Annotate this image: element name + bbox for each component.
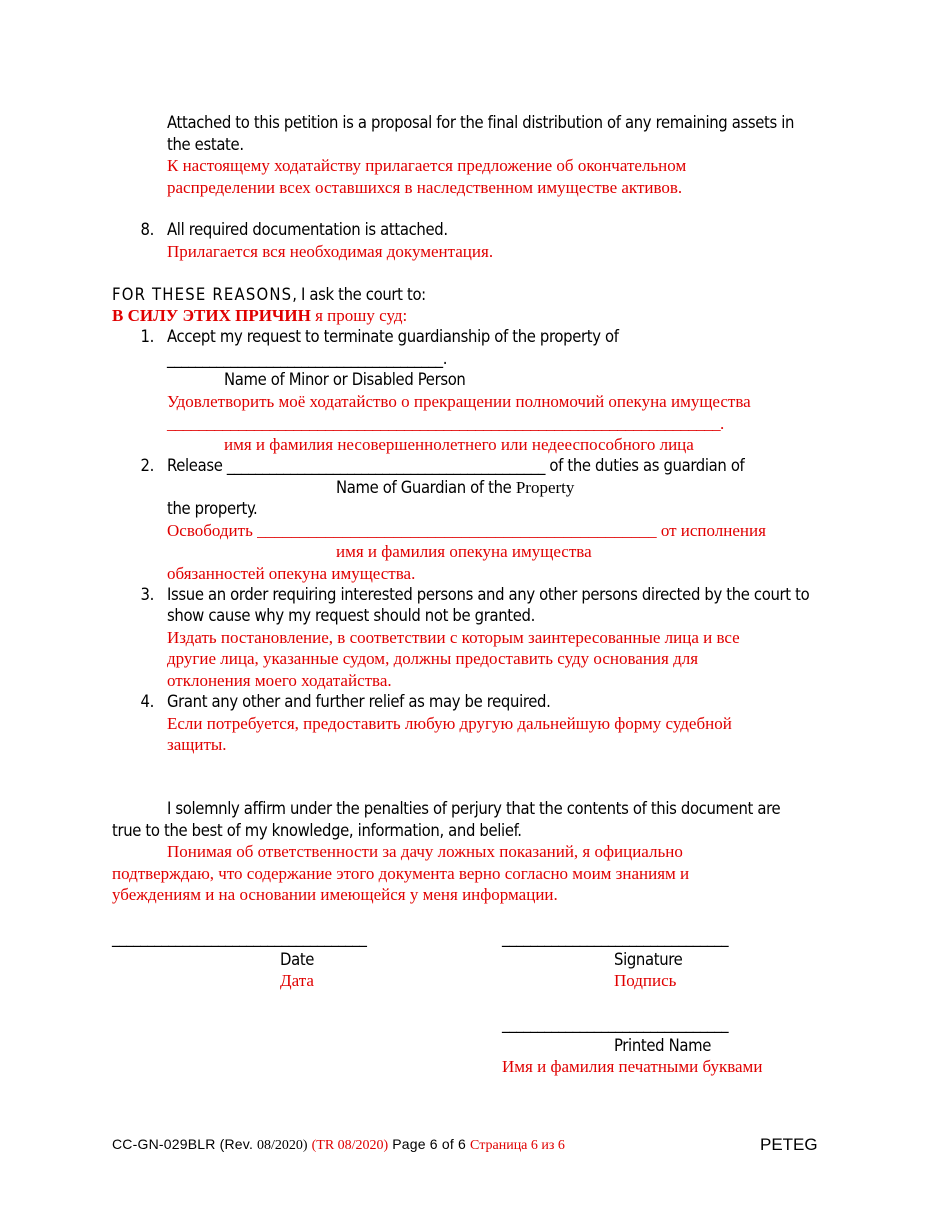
request1-en-caption: Name of Minor or Disabled Person [224, 370, 466, 389]
request2-en-caption-b: Property [515, 478, 575, 497]
reasons-ru [112, 305, 407, 326]
affirmation-ru-line3: убеждениям и на основании имеющейся у меня информации. [112, 885, 558, 904]
date-line[interactable]: ____________________________________ [112, 928, 367, 947]
request4-en-line1: Grant any other and further relief as may be required. [167, 692, 551, 711]
footer-code: CC-GN-029BLR (Rev. [112, 1136, 254, 1152]
request4-ru-line2: защиты. [167, 735, 227, 754]
signature-line[interactable]: ________________________________ [502, 928, 729, 947]
affirmation-ru-line2: подтверждаю, что содержание этого документа верно согласно моим знаниям и [112, 864, 690, 883]
request4-ru-line1: Если потребуется, предоставить любую другую дальнейшую форму судебной [167, 714, 732, 733]
request1-ru-caption: имя и фамилия несовершеннолетнего или недееспособного лица [224, 435, 694, 454]
request2-en-caption [336, 477, 574, 498]
request3-number: 3. [140, 585, 154, 604]
footer-rev-date: 08/2020) [257, 1138, 308, 1153]
signature-label-ru: Подпись [614, 971, 677, 990]
intro-en-line2: the estate. [167, 135, 244, 154]
intro-ru-line2: распределении всех оставшихся в наследственном имуществе активов. [167, 178, 683, 197]
reasons-ru-rest: я прошу суд: [310, 306, 408, 325]
printed-name-label-en: Printed Name [614, 1036, 711, 1055]
item8-number: 8. [140, 220, 154, 239]
intro-ru-line1: К настоящему ходатайству прилагается предложение об окончательном [167, 156, 687, 175]
request1-number: 1. [140, 327, 154, 346]
request2-ru-caption: имя и фамилия опекуна имущества [336, 542, 592, 561]
request1-ru-blank: ______________________________________________________________________. [167, 414, 724, 433]
footer-page-en: Page 6 of 6 [392, 1136, 467, 1152]
date-label-en: Date [280, 950, 315, 969]
request2-en-caption-a: Name of Guardian of the [336, 478, 512, 497]
affirmation-en-line2: true to the best of my knowledge, information, and belief. [112, 821, 522, 840]
request4-number: 4. [140, 692, 154, 711]
reasons-en-caps: FOR THESE REASONS [112, 285, 293, 304]
footer-page-ru: Страница 6 из 6 [470, 1138, 565, 1153]
item8-ru: Прилагается вся необходимая документация. [167, 242, 494, 261]
request2-ru-line2: обязанностей опекуна имущества. [167, 564, 416, 583]
item8-en: All required documentation is attached. [167, 220, 448, 239]
request2-number: 2. [140, 456, 154, 475]
footer-tr: (TR 08/2020) [311, 1138, 389, 1153]
request2-en-prefix: Release [167, 456, 223, 475]
footer-form-id: PETEG [760, 1135, 818, 1154]
request3-ru-line2: другие лица, указанные судом, должны предоставить суду основания для [167, 649, 699, 668]
request3-en-line2: show cause why my request should not be granted. [167, 606, 535, 625]
printed-name-label-ru: Имя и фамилия печатными буквами [502, 1057, 763, 1076]
request3-en-line1: Issue an order requiring interested persons and any other persons directed by the court to [167, 585, 810, 604]
signature-label-en: Signature [614, 950, 683, 969]
footer-form-info [112, 1134, 565, 1156]
request2-ru-prefix: Освободить [167, 521, 253, 540]
request2-ru-blank: _______________________________________________ [257, 521, 657, 540]
request2-ru-line1 [167, 520, 766, 541]
request2-en-line1 [167, 455, 744, 476]
request2-en-suffix: of the duties as guardian of [549, 456, 745, 475]
affirmation-ru-line1: Понимая об ответственности за дачу ложных показаний, я официально [167, 842, 683, 861]
request1-en-line1: Accept my request to terminate guardianship of the property of [167, 327, 619, 346]
request3-ru-line1: Издать постановление, в соответствии с которым заинтересованные лица и все [167, 628, 740, 647]
request3-ru-line3: отклонения моего ходатайства. [167, 671, 392, 690]
affirmation-en-line1: I solemnly affirm under the penalties of perjury that the contents of this document are [167, 799, 781, 818]
request2-ru-suffix: от исполнения [660, 521, 766, 540]
request2-en-line2: the property. [167, 499, 258, 518]
printed-name-line[interactable]: ________________________________ [502, 1014, 729, 1033]
request2-en-blank: _____________________________________________ [226, 456, 546, 475]
reasons-en [112, 284, 426, 305]
request1-ru-line1: Удовлетворить моё ходатайство о прекращении полномочий опекуна имущества [167, 392, 751, 411]
date-label-ru: Дата [280, 971, 314, 990]
reasons-en-rest: , I ask the court to: [292, 285, 426, 304]
reasons-ru-bold: В СИЛУ ЭТИХ ПРИЧИН [112, 306, 311, 325]
request1-en-blank: _______________________________________. [167, 349, 448, 368]
intro-en-line1: Attached to this petition is a proposal for the final distribution of any remaining assets in [167, 113, 795, 132]
